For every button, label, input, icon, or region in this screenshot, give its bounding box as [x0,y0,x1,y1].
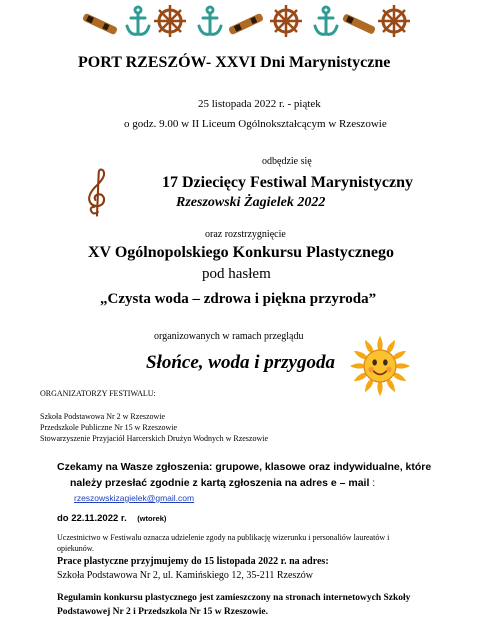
festival-intro: odbędzie się [262,156,312,167]
contest-name: XV Ogólnopolskiego Konkursu Plastycznego [88,244,394,261]
submissions-line2-text: należy przesłać zgodnie z kartą zgłoszenia na adres e – mail [70,477,370,489]
deadline-day: (wtorek) [137,514,167,523]
event-time-place: o godz. 9.00 w II Liceum Ogólnokształcącym w Rzeszowie [124,118,387,130]
festival-subtitle: Rzeszowski Żagielek 2022 [176,195,326,210]
treble-clef-icon [84,166,110,220]
consent-line1: Uczestnictwo w Festiwalu oznacza udzielenie zgody na publikację wizerunku i personaliów laureatów i [57,533,390,542]
review-intro: organizowanych w ramach przeglądu [154,331,304,342]
organizer-item: Przedszkole Publiczne Nr 15 w Rzeszowie [40,423,178,432]
festival-name: 17 Dziecięcy Festiwal Marynistyczny [162,174,414,191]
ship-wheel-icon [378,5,410,37]
email-link[interactable]: rzeszowskizagielek@gmail.com [74,493,195,503]
contest-motto-intro: pod hasłem [202,266,271,282]
rules-line1: Regulamin konkursu plastycznego jest zamieszczony na stronach internetowych Szkoły [57,593,411,603]
deadline [57,508,166,526]
submissions-line2 [70,477,375,489]
organizers-heading: ORGANIZATORZY FESTIWALU: [40,389,156,398]
anchor-icon [127,7,149,34]
review-name: Słońce, woda i przygoda [146,352,335,373]
contest-motto: „Czysta woda – zdrowa i piękna przyroda” [100,291,377,307]
works-line2: Szkoła Podstawowa Nr 2, ul. Kamińskiego 12, 35-211 Rzeszów [57,570,313,581]
organizer-item: Stowarzyszenie Przyjaciół Harcerskich Drużyn Wodnych w Rzeszowie [40,434,269,443]
telescope-icon [228,13,264,35]
anchor-icon [199,7,221,34]
organizer-item: Szkoła Podstawowa Nr 2 w Rzeszowie [40,412,166,421]
ship-wheel-icon [154,5,186,37]
contest-intro: oraz rozstrzygnięcie [205,229,286,240]
event-date: 25 listopada 2022 r. - piątek [198,98,321,110]
deadline-date: do 22.11.2022 r. [57,513,127,524]
works-line1: Prace plastyczne przyjmujemy do 15 listopada 2022 r. na adres: [57,556,329,567]
sun-icon [348,334,412,398]
anchor-icon [315,7,337,34]
telescope-icon [82,13,118,35]
submissions-line1: Czekamy na Wasze zgłoszenia: grupowe, klasowe oraz indywidualne, które [57,461,432,473]
page-title: PORT RZESZÓW- XXVI Dni Marynistyczne [78,54,391,71]
consent-line2: opiekunów. [57,544,95,553]
ship-wheel-icon [270,5,302,37]
nautical-border [80,4,410,38]
rules-line2: Podstawowej Nr 2 i Przedszkola Nr 15 w Rzeszowie. [57,607,268,617]
submissions-line2-colon: : [369,477,376,489]
telescope-icon [342,13,376,35]
